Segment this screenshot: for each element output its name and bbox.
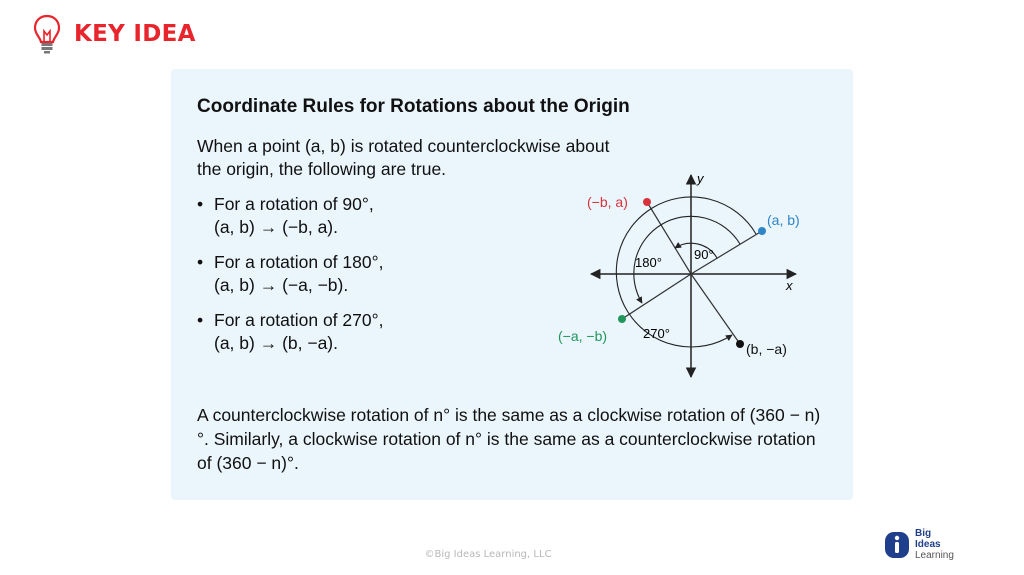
- point-a-b: [758, 227, 766, 235]
- bullet-dot: •: [197, 194, 204, 214]
- angle-label-270: 270°: [643, 326, 670, 341]
- rule-270: (a, b) → (b, −a).: [214, 333, 338, 353]
- angle-label-180: 180°: [635, 255, 662, 270]
- bullet-dot: •: [197, 252, 204, 272]
- rule-90: (a, b) → (−b, a).: [214, 217, 338, 237]
- rule-180: (a, b) → (−a, −b).: [214, 275, 349, 295]
- brand-line-3: Learning: [915, 550, 954, 561]
- brand-line-1: Big: [915, 528, 932, 539]
- label-neg-b-a: (−b, a): [587, 194, 628, 210]
- closing-text: A counterclockwise rotation of n° is the same as a clockwise rotation of (360 − n)°. Similarly, a clockwise rotation of n° is the same as a counterclockwise rotation of (360 − n)°.: [197, 405, 821, 473]
- point-b-neg-a: [736, 340, 744, 348]
- brand-line-2: Ideas: [915, 539, 941, 550]
- rule-label-270: For a rotation of 270°,: [214, 310, 384, 330]
- big-ideas-logo-icon: [885, 530, 909, 560]
- y-axis-label: y: [697, 171, 704, 186]
- list-item: [197, 309, 577, 355]
- label-b-neg-a: (b, −a): [746, 341, 787, 357]
- lightbulb-icon: [32, 13, 62, 55]
- rotation-diagram: [556, 167, 806, 387]
- intro-text: When a point (a, b) is rotated counterclockwise about the origin, the following are true.: [197, 136, 610, 179]
- x-axis-label: x: [786, 278, 793, 293]
- key-idea-header: [32, 12, 196, 56]
- angle-label-90: 90°: [694, 247, 714, 262]
- key-idea-card: [171, 69, 853, 500]
- big-ideas-logo: [885, 528, 954, 561]
- list-item: [197, 251, 577, 297]
- rule-label-90: For a rotation of 90°,: [214, 194, 374, 214]
- ray-neg-a-neg-b: [622, 274, 691, 319]
- brand-wordmark: [915, 528, 954, 561]
- key-idea-title: KEY IDEA: [74, 21, 196, 47]
- rule-label-180: For a rotation of 180°,: [214, 252, 384, 272]
- copyright-footer: ©Big Ideas Learning, LLC: [424, 549, 552, 560]
- arc-270: [616, 197, 756, 347]
- ray-b-neg-a: [691, 274, 740, 344]
- list-item: [197, 193, 577, 239]
- rotation-rules-list: [197, 193, 577, 367]
- label-neg-a-neg-b: (−a, −b): [558, 328, 608, 344]
- point-neg-b-a: [643, 198, 651, 206]
- label-a-b: (a, b): [767, 212, 800, 228]
- bullet-dot: •: [197, 310, 204, 330]
- point-neg-a-neg-b: [618, 315, 626, 323]
- card-title: Coordinate Rules for Rotations about the Origin: [197, 96, 630, 117]
